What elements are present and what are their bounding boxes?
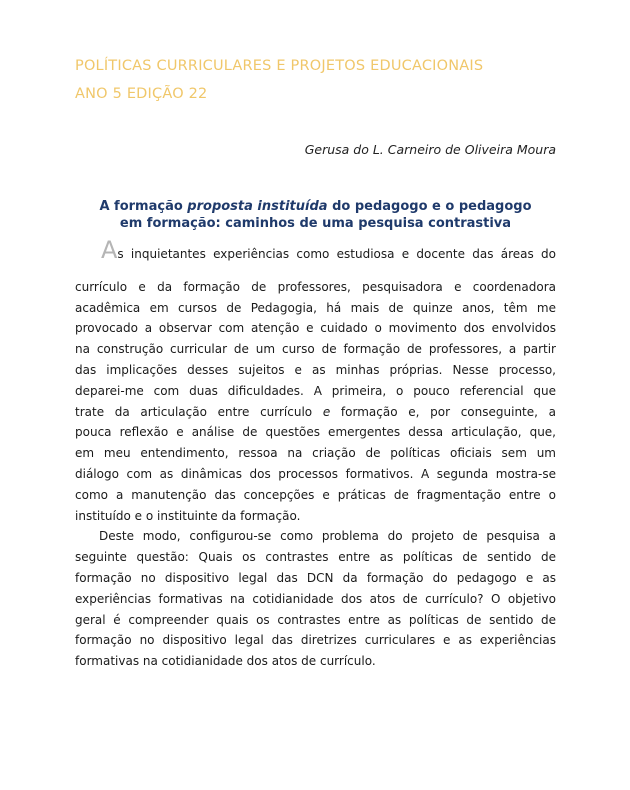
paragraph-line: instituído e o instituinte da formação. (75, 508, 301, 523)
paragraph-line: das implicações desses sujeitos e as minhas próprias. Nesse processo, (75, 362, 556, 377)
paragraph-line: provocado a observar com atenção e cuidado o movimento dos envolvidos (75, 321, 556, 336)
paragraph-line: formativas na cotidianidade dos atos de currículo. (75, 654, 376, 669)
journal-edition: ANO 5 EDIÇÃO 22 (75, 86, 208, 102)
paragraph-line: diálogo com as dinâmicas dos processos formativos. A segunda mostra-se (75, 466, 556, 481)
paragraph-line: na construção curricular de um curso de formação de professores, a partir (75, 342, 556, 357)
title-part-1: A formação (99, 199, 188, 214)
paragraph-line: como a manutenção das concepções e práticas de fragmentação entre o (75, 487, 556, 502)
drop-cap: A (101, 236, 118, 264)
paragraph-line: em meu entendimento, ressoa na criação de políticas oficiais sem um (75, 446, 556, 461)
paragraph-2 (75, 526, 556, 672)
journal-header (75, 52, 483, 108)
paragraph-1 (75, 236, 557, 526)
paragraph-line: trate da articulação entre currículo e formação e, por conseguinte, a (75, 404, 557, 419)
title-part-3: do pedagogo e o pedagogo (327, 199, 532, 214)
title-line-1 (75, 198, 556, 215)
author-name: Gerusa do L. Carneiro de Oliveira Moura (304, 142, 556, 157)
article-title (75, 198, 556, 232)
journal-title: POLÍTICAS CURRICULARES E PROJETOS EDUCACIONAIS (75, 58, 484, 74)
paragraph-line: formação no dispositivo legal das diretrizes curriculares e as experiências (75, 633, 556, 648)
paragraph-line: pouca reflexão e análise de questões emergentes dessa articulação, que, (75, 425, 556, 440)
paragraph-line: deparei-me com duas dificuldades. A primeira, o pouco referencial que (75, 383, 556, 398)
paragraph-line: acadêmica em cursos de Pedagogia, há mais de quinze anos, têm me (75, 300, 556, 315)
paragraph-line: geral é compreender quais os contrastes entre as políticas de sentido de (75, 612, 556, 627)
title-italic: proposta instituída (187, 199, 328, 214)
paragraph-line: experiências formativas na cotidianidade dos atos de currículo? O objetivo (75, 591, 556, 606)
article-body (75, 236, 557, 672)
paragraph-line: formação no dispositivo legal das DCN da formação do pedagogo e as (75, 570, 556, 585)
paragraph-line: seguinte questão: Quais os contrastes entre as políticas de sentido de (75, 550, 556, 565)
paragraph-line: As inquietantes experiências como estudiosa e docente das áreas do (101, 236, 556, 264)
paragraph-line: Deste modo, configurou-se como problema do projeto de pesquisa a (99, 529, 556, 544)
title-line-2: em formação: caminhos de uma pesquisa contrastiva (119, 216, 512, 231)
paragraph-line: currículo e da formação de professores, pesquisadora e coordenadora (75, 279, 556, 294)
